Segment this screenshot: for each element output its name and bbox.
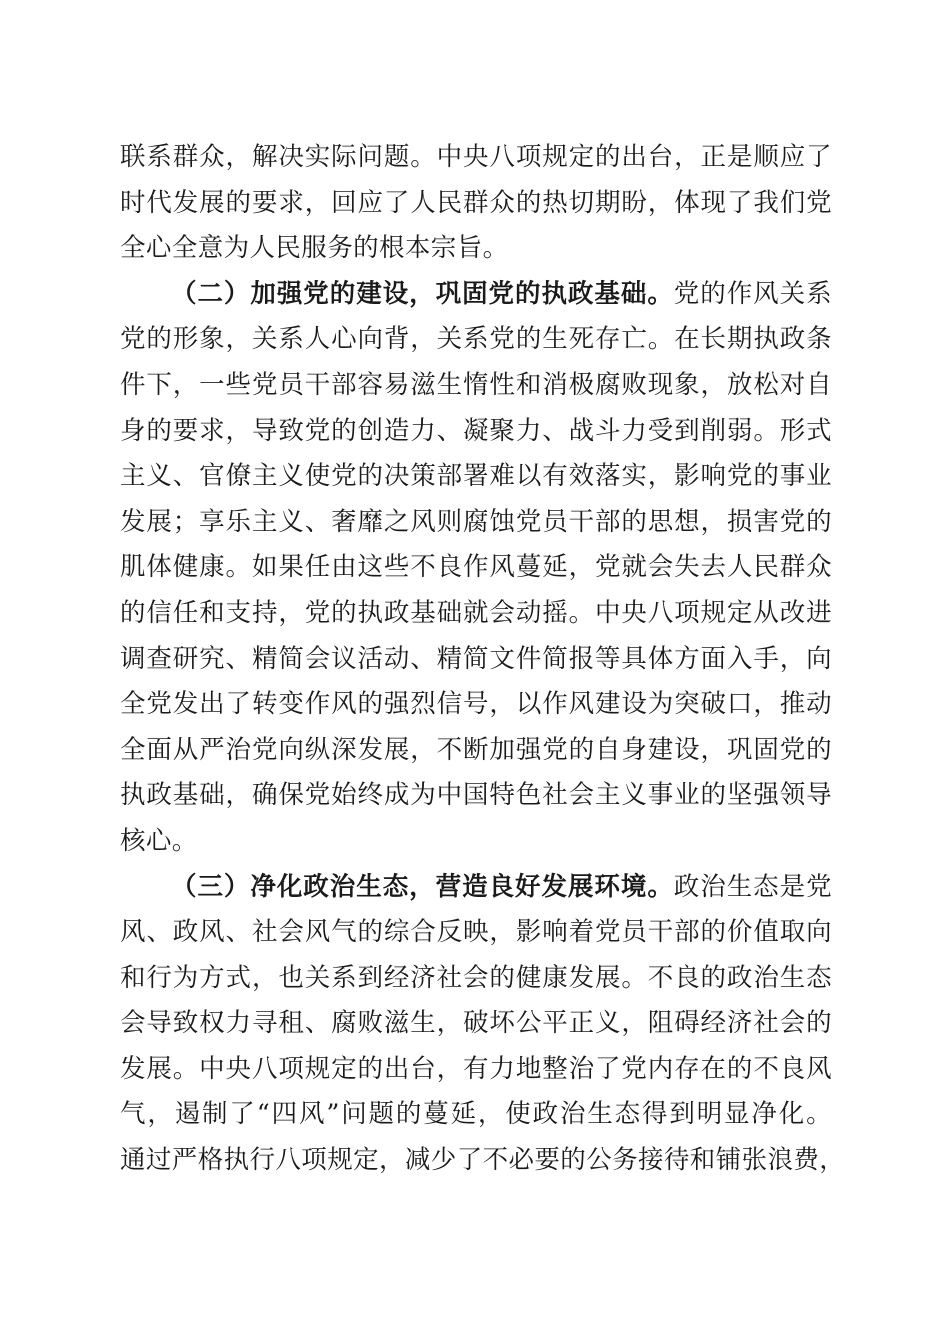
text-line: 全心全意为人民服务的根本宗旨。	[120, 233, 509, 264]
text-line: 件下，一些党员干部容易滋生惰性和消极腐败现象，放松对自	[120, 369, 832, 400]
text-line: 党的形象，关系人心向背，关系党的生死存亡。在长期执政条	[120, 324, 832, 355]
text-line: 执政基础，确保党始终成为中国特色社会主义事业的坚强领导	[120, 780, 832, 811]
text-line: 的信任和支持，党的执政基础就会动摇。中央八项规定从改进	[120, 597, 832, 628]
text-line: 通过严格执行八项规定，减少了不必要的公务接待和铺张浪费，	[120, 1145, 846, 1176]
text-line: 调查研究、精简会议活动、精简文件简报等具体方面入手，向	[120, 643, 832, 674]
text-line: 主义、官僚主义使党的决策部署难以有效落实，影响党的事业	[120, 461, 832, 492]
text-line: 和行为方式，也关系到经济社会的健康发展。不良的政治生态	[120, 962, 832, 993]
text-line: 风、政风、社会风气的综合反映，影响着党员干部的价值取向	[120, 917, 832, 948]
text-line: 时代发展的要求，回应了人民群众的热切期盼，体现了我们党	[120, 187, 832, 218]
text-run: 党的作风关系	[673, 278, 832, 309]
text-line: 气，遏制了“四风”问题的蔓延，使政治生态得到明显净化。	[120, 1099, 832, 1130]
text-line: 发展；享乐主义、奢靡之风则腐蚀党员干部的思想，损害党的	[120, 506, 832, 537]
text-line: 身的要求，导致党的创造力、凝聚力、战斗力受到削弱。形式	[120, 415, 832, 446]
text-line: 核心。	[120, 825, 198, 856]
text-line: 联系群众，解决实际问题。中央八项规定的出台，正是顺应了	[120, 142, 832, 172]
text-line: 全面从严治党向纵深发展，不断加强党的自身建设，巩固党的	[120, 734, 832, 765]
text-run: 政治生态是党	[673, 871, 832, 902]
section-heading-line	[120, 272, 832, 318]
text-line: 肌体健康。如果任由这些不良作风蔓延，党就会失去人民群众	[120, 552, 832, 583]
section-heading: （三）净化政治生态，营造良好发展环境。	[171, 871, 674, 902]
text-line: 全党发出了转变作风的强烈信号，以作风建设为突破口，推动	[120, 689, 832, 720]
text-line: 发展。中央八项规定的出台，有力地整治了党内存在的不良风	[120, 1053, 832, 1084]
document-body	[120, 135, 846, 1184]
section-heading-line	[120, 865, 832, 911]
text-line: 会导致权力寻租、腐败滋生，破坏公平正义，阻碍经济社会的	[120, 1008, 832, 1039]
section-heading: （二）加强党的建设，巩固党的执政基础。	[171, 278, 674, 309]
